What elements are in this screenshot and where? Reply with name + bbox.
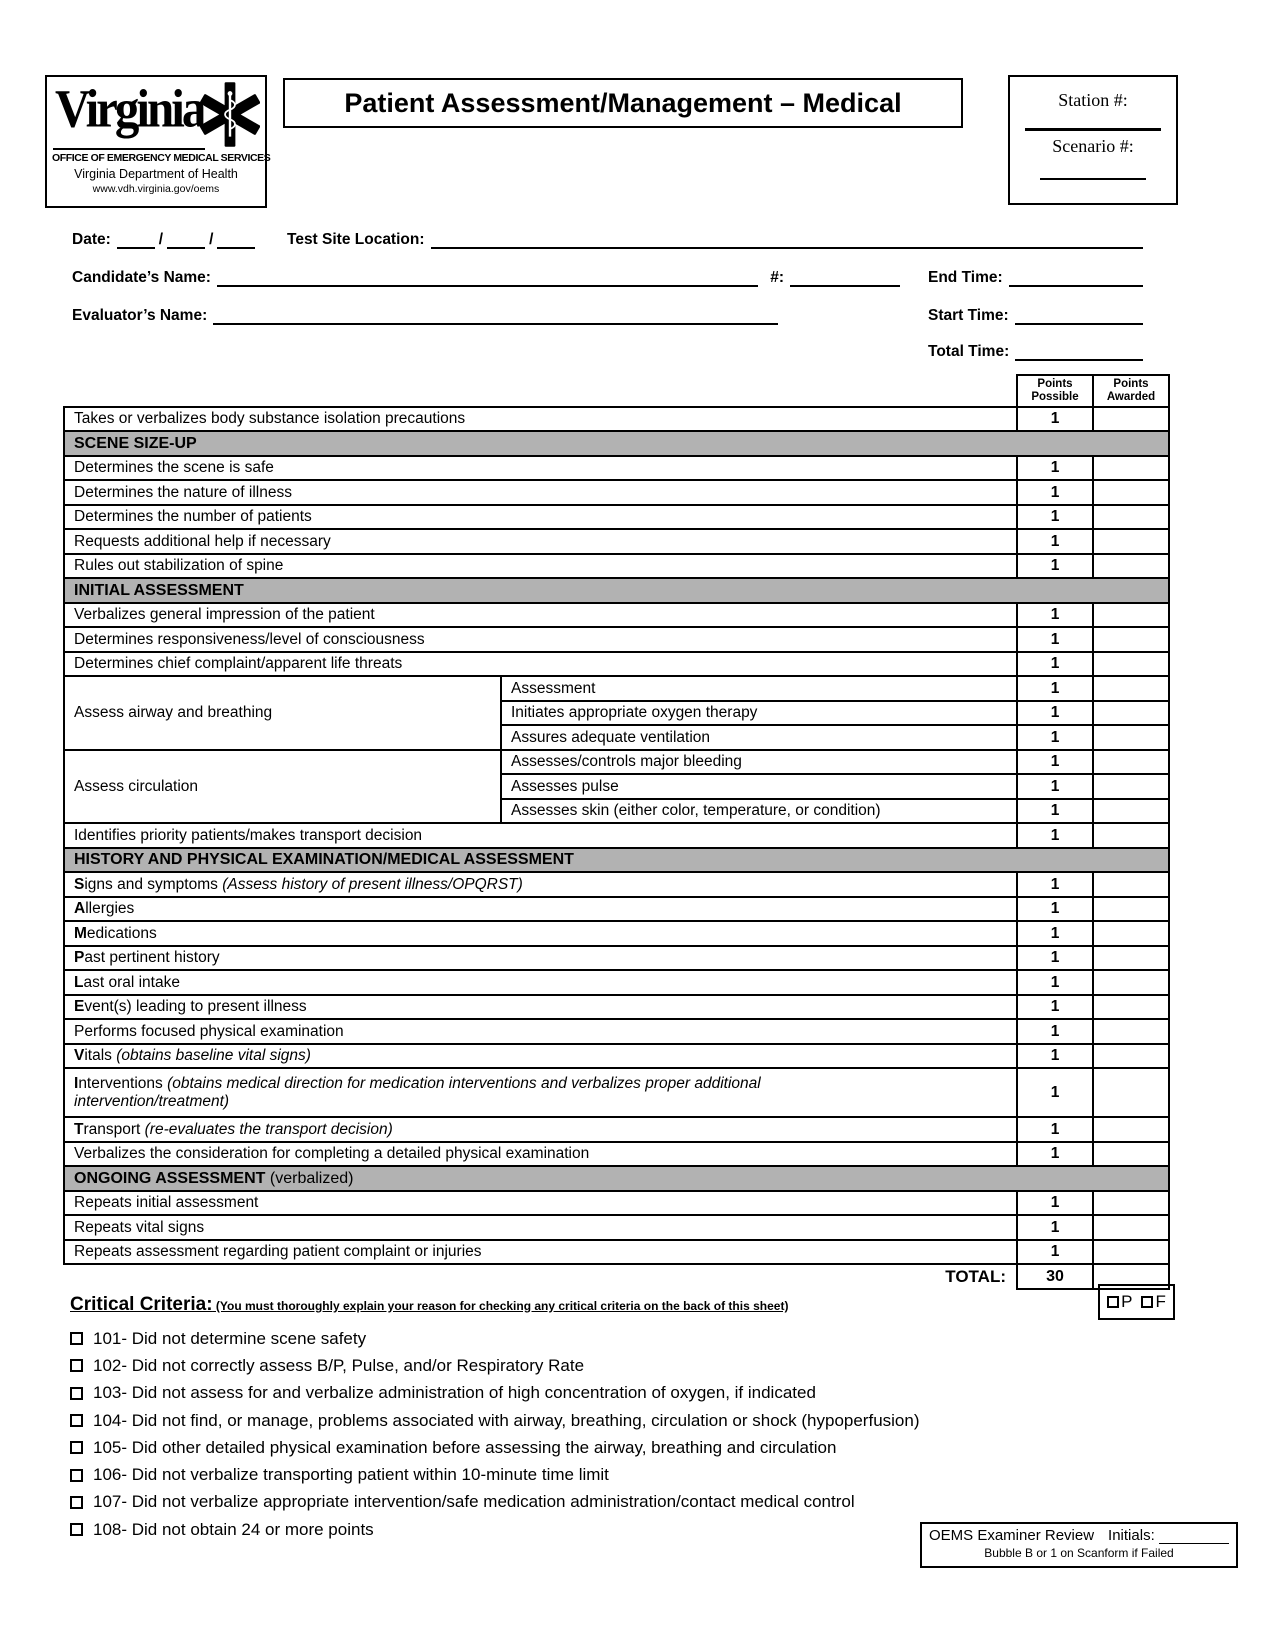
section-header-row — [64, 431, 1169, 456]
points-possible-cell: 1 — [1017, 799, 1093, 824]
table-row — [64, 505, 1169, 530]
task-label-cell: Transport (re-evaluates the transport decision) — [64, 1117, 1017, 1142]
points-awarded-cell[interactable] — [1093, 1215, 1169, 1240]
points-possible-cell: 1 — [1017, 774, 1093, 799]
table-row — [64, 921, 1169, 946]
date-day-blank[interactable] — [167, 230, 205, 249]
points-possible-cell: 1 — [1017, 1191, 1093, 1216]
fail-checkbox[interactable] — [1141, 1296, 1153, 1308]
start-time-label: Start Time: — [928, 307, 1009, 324]
task-label-cell: Initiates appropriate oxygen therapy — [501, 701, 1017, 726]
table-row — [64, 676, 1169, 701]
task-label-cell: Determines responsiveness/level of consciousness — [64, 627, 1017, 652]
task-label-cell: Performs focused physical examination — [64, 1019, 1017, 1044]
star-of-life-icon — [200, 81, 260, 153]
start-time-blank[interactable] — [1015, 306, 1143, 325]
task-label-cell: Past pertinent history — [64, 946, 1017, 971]
table-row — [64, 1215, 1169, 1240]
total-label: TOTAL: — [945, 1267, 1006, 1287]
table-row — [64, 480, 1169, 505]
station-blank[interactable] — [1025, 128, 1161, 131]
task-label-cell: Repeats assessment regarding patient complaint or injuries — [64, 1240, 1017, 1265]
points-possible-cell: 1 — [1017, 480, 1093, 505]
task-label-cell: Verbalizes the consideration for completing a detailed physical examination — [64, 1142, 1017, 1167]
table-row — [64, 652, 1169, 677]
end-time-label: End Time: — [928, 269, 1003, 286]
points-possible-cell: 1 — [1017, 1068, 1093, 1117]
critical-criteria-section — [70, 1294, 1155, 1543]
table-row — [64, 970, 1169, 995]
points-possible-cell: 1 — [1017, 1019, 1093, 1044]
fail-label: F — [1155, 1292, 1166, 1311]
points-possible-cell: 1 — [1017, 970, 1093, 995]
start-time-field — [928, 306, 1143, 325]
evaluator-field — [72, 306, 778, 325]
table-total-row — [64, 1264, 1169, 1289]
logo-brand-text: Virginia — [55, 78, 204, 139]
points-possible-cell: 1 — [1017, 995, 1093, 1020]
oems-examiner-review-box — [920, 1522, 1238, 1568]
logo-dept-line: Virginia Department of Health — [74, 167, 238, 181]
points-possible-cell: 1 — [1017, 921, 1093, 946]
critical-criteria-item: 105- Did other detailed physical examination before assessing the airway, breathing and circulation — [70, 1434, 1155, 1461]
critical-criteria-item: 103- Did not assess for and verbalize administration of high concentration of oxygen, if indicated — [70, 1380, 1155, 1407]
points-awarded-cell[interactable] — [1093, 529, 1169, 554]
section-title-cell: ONGOING ASSESSMENT (verbalized) — [64, 1166, 1169, 1191]
task-label-cell: Interventions (obtains medical direction for medication interventions and verbalizes proper additional intervention/treatment) — [64, 1068, 1017, 1117]
examiner-note: Bubble B or 1 on Scanform if Failed — [984, 1546, 1174, 1560]
table-row — [64, 897, 1169, 922]
points-awarded-cell[interactable] — [1093, 799, 1169, 824]
table-row — [64, 823, 1169, 848]
header-spacer-cell — [64, 375, 1017, 407]
critical-criteria-item: 107- Did not verbalize appropriate intervention/safe medication administration/contact medical control — [70, 1489, 1155, 1516]
candidate-name-blank[interactable] — [217, 268, 758, 287]
logo-divider — [53, 148, 205, 150]
checkbox[interactable] — [70, 1414, 83, 1427]
points-possible-cell: 1 — [1017, 1142, 1093, 1167]
points-awarded-cell[interactable] — [1093, 652, 1169, 677]
points-awarded-cell[interactable] — [1093, 750, 1169, 775]
date-label: Date: — [72, 231, 111, 248]
table-row — [64, 1019, 1169, 1044]
task-label-cell: Event(s) leading to present illness — [64, 995, 1017, 1020]
section-header-row — [64, 848, 1169, 873]
table-row — [64, 456, 1169, 481]
points-possible-cell: 1 — [1017, 750, 1093, 775]
task-label-cell: Takes or verbalizes body substance isolation precautions — [64, 407, 1017, 432]
checkbox[interactable] — [70, 1469, 83, 1482]
group-label-cell: Assess airway and breathing — [64, 676, 501, 750]
candidate-field — [72, 268, 900, 287]
pass-fail-box — [1098, 1284, 1175, 1320]
points-awarded-cell[interactable] — [1093, 774, 1169, 799]
station-scenario-box — [1008, 75, 1178, 205]
points-awarded-cell[interactable] — [1093, 897, 1169, 922]
task-label-cell: Assesses/controls major bleeding — [501, 750, 1017, 775]
checkbox[interactable] — [70, 1496, 83, 1509]
station-label: Station #: — [1058, 90, 1128, 110]
candidate-number-label: #: — [770, 269, 784, 286]
form-title: Patient Assessment/Management – Medical — [283, 78, 963, 128]
table-row — [64, 407, 1169, 432]
points-awarded-cell[interactable] — [1093, 946, 1169, 971]
points-possible-cell: 1 — [1017, 897, 1093, 922]
task-label-cell: Rules out stabilization of spine — [64, 554, 1017, 579]
points-awarded-cell[interactable] — [1093, 505, 1169, 530]
table-row — [64, 627, 1169, 652]
points-awarded-cell[interactable] — [1093, 480, 1169, 505]
points-possible-cell: 1 — [1017, 554, 1093, 579]
total-points-possible: 30 — [1017, 1264, 1093, 1289]
points-awarded-cell[interactable] — [1093, 1117, 1169, 1142]
date-field — [72, 230, 284, 249]
points-possible-cell: 1 — [1017, 946, 1093, 971]
task-label-cell: Allergies — [64, 897, 1017, 922]
end-time-field — [928, 268, 1143, 287]
points-awarded-cell[interactable] — [1093, 921, 1169, 946]
points-awarded-cell[interactable] — [1093, 970, 1169, 995]
points-awarded-cell[interactable] — [1093, 1019, 1169, 1044]
checkbox[interactable] — [70, 1523, 83, 1536]
group-label-cell: Assess circulation — [64, 750, 501, 824]
task-label-cell: Repeats vital signs — [64, 1215, 1017, 1240]
table-row — [64, 1240, 1169, 1265]
points-awarded-cell[interactable] — [1093, 407, 1169, 432]
oems-logo — [45, 75, 271, 208]
points-possible-cell: 1 — [1017, 1044, 1093, 1069]
evaluator-name-label: Evaluator’s Name: — [72, 307, 208, 324]
pass-checkbox[interactable] — [1107, 1296, 1119, 1308]
section-title-cell: INITIAL ASSESSMENT — [64, 578, 1169, 603]
critical-criteria-item: 101- Did not determine scene safety — [70, 1325, 1155, 1352]
critical-criteria-heading: Critical Criteria: — [70, 1294, 213, 1315]
points-awarded-cell[interactable] — [1093, 1044, 1169, 1069]
task-label-cell: Assures adequate ventilation — [501, 725, 1017, 750]
task-label-cell: Repeats initial assessment — [64, 1191, 1017, 1216]
critical-criteria-item: 104- Did not find, or manage, problems associated with airway, breathing, circulation or shock (hypoperfusion) — [70, 1407, 1155, 1434]
test-site-label: Test Site Location: — [287, 231, 425, 248]
test-site-field — [287, 230, 1143, 249]
date-year-blank[interactable] — [217, 230, 255, 249]
test-site-blank[interactable] — [431, 230, 1143, 249]
section-title-cell: HISTORY AND PHYSICAL EXAMINATION/MEDICAL ASSESSMENT — [64, 848, 1169, 873]
points-possible-cell: 1 — [1017, 676, 1093, 701]
candidate-name-label: Candidate’s Name: — [72, 269, 211, 286]
task-label-cell: Determines chief complaint/apparent life threats — [64, 652, 1017, 677]
points-awarded-cell[interactable] — [1093, 627, 1169, 652]
examiner-initials-label: Initials: — [1108, 1527, 1155, 1544]
checkbox[interactable] — [70, 1441, 83, 1454]
critical-criteria-item: 106- Did not verbalize transporting patient within 10-minute time limit — [70, 1461, 1155, 1488]
points-header-row — [64, 375, 1169, 407]
total-time-field — [928, 342, 1143, 361]
points-awarded-cell[interactable] — [1093, 1240, 1169, 1265]
task-label-cell: Vitals (obtains baseline vital signs) — [64, 1044, 1017, 1069]
table-row — [64, 1044, 1169, 1069]
task-label-cell: Assesses pulse — [501, 774, 1017, 799]
points-awarded-cell[interactable] — [1093, 1191, 1169, 1216]
checkbox[interactable] — [70, 1359, 83, 1372]
points-awarded-cell[interactable] — [1093, 603, 1169, 628]
candidate-number-blank[interactable] — [790, 268, 900, 287]
table-row — [64, 1068, 1169, 1117]
table-row — [64, 603, 1169, 628]
points-possible-cell: 1 — [1017, 652, 1093, 677]
logo-url-line: www.vdh.virginia.gov/oems — [92, 183, 220, 195]
points-awarded-cell[interactable] — [1093, 456, 1169, 481]
total-time-blank[interactable] — [1015, 342, 1143, 361]
points-awarded-cell[interactable] — [1093, 554, 1169, 579]
points-possible-cell: 1 — [1017, 603, 1093, 628]
section-header-row — [64, 1166, 1169, 1191]
examiner-review-label: OEMS Examiner Review — [929, 1527, 1095, 1544]
logo-office-line: OFFICE OF EMERGENCY MEDICAL SERVICES — [52, 152, 271, 164]
points-possible-cell: 1 — [1017, 456, 1093, 481]
points-awarded-cell[interactable] — [1093, 701, 1169, 726]
task-label-cell: Last oral intake — [64, 970, 1017, 995]
points-possible-cell: 1 — [1017, 505, 1093, 530]
points-possible-cell: 1 — [1017, 1215, 1093, 1240]
points-awarded-cell[interactable] — [1093, 1068, 1169, 1117]
points-awarded-cell[interactable] — [1093, 676, 1169, 701]
points-possible-cell: 1 — [1017, 725, 1093, 750]
checkbox[interactable] — [70, 1387, 83, 1400]
points-possible-cell: 1 — [1017, 627, 1093, 652]
scenario-blank[interactable] — [1040, 178, 1146, 180]
task-label-cell: Identifies priority patients/makes transport decision — [64, 823, 1017, 848]
table-row — [64, 872, 1169, 897]
table-row — [64, 946, 1169, 971]
evaluator-name-blank[interactable] — [213, 306, 778, 325]
table-row — [64, 1142, 1169, 1167]
points-awarded-cell[interactable] — [1093, 995, 1169, 1020]
table-row — [64, 1191, 1169, 1216]
task-label-cell: Assesses skin (either color, temperature, or condition) — [501, 799, 1017, 824]
points-possible-header: Points Possible — [1017, 375, 1093, 407]
critical-criteria-item: 108- Did not obtain 24 or more points — [70, 1516, 1155, 1543]
date-separator: / — [209, 231, 214, 248]
task-label-cell: Medications — [64, 921, 1017, 946]
points-awarded-header: Points Awarded — [1093, 375, 1169, 407]
task-label-cell: Requests additional help if necessary — [64, 529, 1017, 554]
points-awarded-cell[interactable] — [1093, 1142, 1169, 1167]
task-label-cell: Verbalizes general impression of the patient — [64, 603, 1017, 628]
points-possible-cell: 1 — [1017, 407, 1093, 432]
task-label-cell: Determines the nature of illness — [64, 480, 1017, 505]
table-row — [64, 995, 1169, 1020]
table-row — [64, 529, 1169, 554]
date-separator: / — [158, 231, 164, 248]
points-possible-cell: 1 — [1017, 529, 1093, 554]
pass-label: P — [1121, 1292, 1133, 1311]
date-month-blank[interactable] — [117, 230, 155, 249]
table-row — [64, 554, 1169, 579]
task-label-cell: Signs and symptoms (Assess history of present illness/OPQRST) — [64, 872, 1017, 897]
end-time-blank[interactable] — [1009, 268, 1143, 287]
scenario-label: Scenario #: — [1052, 136, 1134, 156]
points-awarded-cell[interactable] — [1093, 872, 1169, 897]
points-possible-cell: 1 — [1017, 1240, 1093, 1265]
points-possible-cell: 1 — [1017, 1117, 1093, 1142]
points-awarded-cell[interactable] — [1093, 725, 1169, 750]
total-time-label: Total Time: — [928, 343, 1010, 360]
task-label-cell: Determines the number of patients — [64, 505, 1017, 530]
section-header-row — [64, 578, 1169, 603]
table-row — [64, 1117, 1169, 1142]
task-label-cell: Assessment — [501, 676, 1017, 701]
critical-criteria-note: (You must thoroughly explain your reason for checking any critical criteria on the back of this sheet) — [212, 1299, 789, 1313]
checkbox[interactable] — [70, 1332, 83, 1345]
table-row — [64, 750, 1169, 775]
section-title-cell: SCENE SIZE-UP — [64, 431, 1169, 456]
points-possible-cell: 1 — [1017, 872, 1093, 897]
examiner-initials-blank[interactable] — [1159, 1528, 1229, 1544]
score-table — [63, 374, 1168, 1290]
critical-criteria-item: 102- Did not correctly assess B/P, Pulse, and/or Respiratory Rate — [70, 1352, 1155, 1379]
points-possible-cell: 1 — [1017, 701, 1093, 726]
points-awarded-cell[interactable] — [1093, 823, 1169, 848]
task-label-cell: Determines the scene is safe — [64, 456, 1017, 481]
points-possible-cell: 1 — [1017, 823, 1093, 848]
